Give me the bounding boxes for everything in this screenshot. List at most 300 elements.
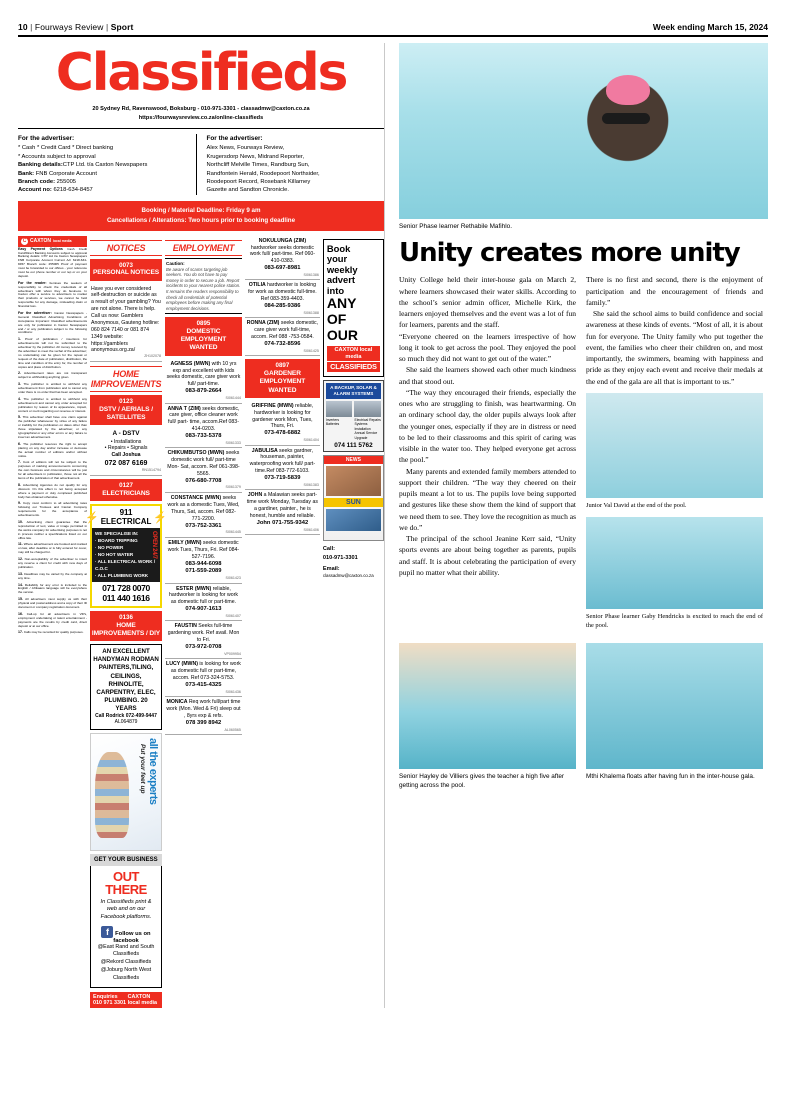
category-gardener-employment-wanted[interactable] <box>245 359 320 397</box>
terms-block <box>18 442 87 459</box>
ad-body-text: hardworker is looking for work as domestic full-time. Ref 083-359-4403. <box>248 282 317 303</box>
ad-advertiser-name: FAUSTIN <box>174 623 199 630</box>
caxton-badge <box>18 236 87 247</box>
employment-ads-list-continued <box>245 236 320 357</box>
bookad-line-4: into <box>326 284 345 296</box>
photo-cell-mthi <box>586 643 763 797</box>
ad-reference: ZH102078 <box>144 354 162 359</box>
classified-ad <box>165 359 242 404</box>
terms-block-heading: 11. <box>18 542 24 547</box>
promo-email-label: Email: <box>322 565 340 572</box>
bookad-of: OF <box>326 310 347 327</box>
terms-block-text: All advertisers must supply us with their physical and postal address and a copy of their ID document or company registration document. <box>18 597 88 609</box>
employment-caution-notice <box>165 258 242 315</box>
goggles-shape <box>602 113 650 124</box>
terms-block-text: Deadlines may be varied by the company at any time. <box>18 571 88 580</box>
ad-advertiser-name: MONICA <box>166 699 189 706</box>
ad-reference: SI061333 <box>225 440 241 445</box>
account-value: 6218-634-8457 <box>53 187 93 194</box>
terms-block-heading: 12. <box>18 557 25 562</box>
getbiz-body <box>90 866 162 988</box>
category-name: ELECTRICIANS <box>102 489 150 497</box>
divider <box>18 128 384 129</box>
article-headline: Unity creates more unity <box>399 237 740 268</box>
title-line-4: Roodepoort Record, Rosebank Killarney <box>206 179 311 186</box>
caption-mthi-khalema: Mthi Khalema floats after having fun in the inter-house gala. <box>586 772 755 780</box>
secad-col-a <box>326 401 353 440</box>
terms-block <box>18 501 87 518</box>
category-number: 0123 <box>119 397 133 405</box>
ad-reference: SI061436 <box>225 689 241 694</box>
paragraph-2: “Everyone cheered on the learners irrespective of how long it took to get across the pool. They enjoyed the pool so much they did not want to get out of the water.” <box>399 331 576 364</box>
terms-block-heading: For the reader: <box>18 280 50 285</box>
classified-ad <box>165 584 242 622</box>
ad-body-text: Req work full/part time work (Mon. Wed & Fri) sleep out , 8yrs exp & refs. <box>166 699 241 720</box>
terms-block <box>18 281 87 309</box>
ad-advertiser-name: ANNA T (ZIM) <box>167 405 203 412</box>
article-body <box>399 274 768 636</box>
ad-body-text: is looking for work as domestic full or part-time, accom. Ref 073-324-5753. <box>170 661 241 682</box>
classified-ad <box>165 493 242 538</box>
terms-block-text: Call-up for all advertisers in VIPs, employment undertaking or talent entertainment - payments are the results by credit card, direct deposit or at our office. <box>18 611 88 628</box>
ad-backup-solar-alarm[interactable] <box>323 380 384 452</box>
promo-email-value[interactable]: classadmw@caxton.co.za <box>322 573 374 579</box>
bookad-brand: CAXTON local media <box>327 346 380 361</box>
promo-header-icon: NEWS <box>324 456 383 464</box>
secad-col-b <box>354 401 381 440</box>
classifieds-grid <box>18 236 384 1008</box>
classified-ad <box>165 404 242 449</box>
advertiser-left-heading: For the advertiser: <box>18 135 75 143</box>
paragraph-6: The principal of the school Jeanine Kerr said, “Unity sports events are about being together as parents, pupils and staff. It is about celebrating the participation of every pupil no matter what their ability. <box>399 534 576 577</box>
terms-block-text: Cash Credit Card/Direct Banking Accounts subject to approval Banking details: CTP Ltd t/a Caxton Newspapers FNB Corporate Account Current A/c 6218-634-8457 Branch code: 255005 Proof of payment must be forwarded to our offices - your reference must be our phone number or our rep or on your deposit. <box>18 246 88 278</box>
ad-911-name: 911 ELECTRICAL <box>100 508 152 527</box>
ad-advertiser-name: JOHN <box>247 492 264 499</box>
terms-block-heading: 16. <box>18 611 27 616</box>
ad-reference: SI061425 <box>303 348 319 353</box>
banking-value: CTP Ltd. t/a Caxton Newspapers <box>62 162 148 169</box>
banking-details <box>18 161 188 169</box>
ad-body-text: seeks domestic work Tues, Thurs, Fri. Ref 084- 527-7196. <box>167 539 240 560</box>
terms-block-heading: 6. <box>18 441 24 446</box>
terms-block-heading: 9. <box>18 501 23 506</box>
ad-body-text: seeks domestic, care giver, office cleaner work full/ part- time, accom.Ref 083-414-0203. <box>168 405 240 433</box>
branch-value: 255005 <box>56 179 77 186</box>
category-number: 0897 <box>275 362 290 370</box>
caption-hayley-de-villiers: Senior Hayley de Villiers gives the teacher a high five after getting across the pool. <box>399 772 565 789</box>
ad-phone[interactable]: 073-478-6882 <box>264 430 301 437</box>
ad-get-your-business-out-there[interactable] <box>90 854 162 1008</box>
bookad-brand-sub: CLASSIFIEDS <box>327 362 380 372</box>
ad-phone[interactable]: 084-285-9386 <box>264 303 301 310</box>
terms-block-text: Itemises the seekers of responsibility to check the credentials of all advertisers with whom they do business. In Caxton offer a service to advertisers to market their products or services, we cannot be held responsible for any damage, misleading claim or financial loss. <box>18 280 88 309</box>
bookad-line-1: your <box>326 253 348 265</box>
ad-reference: SI061445 <box>225 530 241 535</box>
ad-phone[interactable]: 073-415-4325 <box>185 682 222 689</box>
classified-ad <box>245 446 320 491</box>
secad-item-2: Electrical Repairs <box>354 418 381 423</box>
service-item-3: · ALL ELECTRICAL WORK / C.O.C <box>95 558 156 571</box>
section-name: Sport <box>110 22 134 32</box>
lightning-bolt-icon-left: ⚡ <box>84 511 99 524</box>
ad-advertiser-name: RONNA (ZIM) <box>246 320 281 327</box>
ad-reference: SI061423 <box>225 575 241 580</box>
ad-reference: RN1514794 <box>141 468 162 473</box>
deadline-line-2: Cancellations / Alterations: Two hours prior to booking deadline <box>106 216 296 224</box>
service-item-2: · NO HOT WATER <box>95 551 134 557</box>
ad-text: Have you ever considered self-destruction or suicide as a result of your gambling? You are not alone. There is help. Call us now: Gamblers Anonymous, Gauteng hotline: 060 824 7140 or 081 874 1349 website: https://gamblers anonymous.org.za/ <box>91 285 161 354</box>
caption-junior-val-david: Junior Val David at the end of the pool. <box>586 501 687 509</box>
bookad-our: OUR <box>326 326 358 343</box>
ad-reference: SI061407 <box>225 613 241 618</box>
terms-block <box>18 597 87 610</box>
ad-body-text: with 10 yrs exp and excellent with kids seeks domestic, care giver work full/ part-time. <box>166 360 241 388</box>
promo-contact-block <box>323 545 384 580</box>
photo-cell-hayley <box>399 643 576 797</box>
handyman-call[interactable]: Call Rodrick 072-499-9447 <box>95 712 157 719</box>
ad-advertiser-name: CHIKUMBUTSO (MWN) <box>167 450 226 457</box>
terms-block-heading: Easy Payment Options <box>18 246 68 251</box>
classified-ad <box>245 401 320 446</box>
bookad-any: ANY <box>326 295 357 312</box>
ad-phone[interactable]: 074-732-8596 <box>264 340 301 347</box>
ad-advertiser-name: LUCY (MWN) <box>166 661 200 668</box>
category-name: PERSONAL NOTICES <box>92 269 160 277</box>
terms-block <box>18 415 87 439</box>
deadline-line-1: Booking / Material Deadline: Friday 9 am <box>141 206 261 214</box>
title-line-1: Krugersdorp News, Midrand Reporter, <box>206 153 305 160</box>
ad-advertiser-name: NOKULUNGA (ZIM) <box>258 237 307 244</box>
classifieds-address-line1: 20 Sydney Rd, Ravenswood, Boksburg - 010-971-3301 - classadmw@caxton.co.za <box>92 106 310 113</box>
title-line-0: Alex News, Fourways Review, <box>206 145 285 152</box>
getbiz-bar: GET YOUR BUSINESS <box>90 854 162 866</box>
product-swatch-icon <box>326 401 353 417</box>
terms-block-heading: 13. <box>18 571 25 576</box>
bookad-line-0: Book <box>326 242 351 254</box>
terms-block-heading: 10. <box>18 519 27 524</box>
ad-reference: SI061444 <box>225 395 241 400</box>
terms-block-heading: 5. <box>18 415 23 420</box>
category-name: DOMESTIC EMPLOYMENT WANTED <box>180 327 227 352</box>
ad-911-phone-1[interactable]: 071 728 0070 <box>102 583 150 594</box>
secad-item-0: Inverters <box>325 418 340 423</box>
terms-block <box>18 572 87 581</box>
gardener-ads-list <box>245 401 320 535</box>
secad-item-1: Batteries <box>325 422 340 427</box>
handyman-line-2: PAINTERS,TILING, <box>98 664 154 672</box>
category-name: HOME IMPROVEMENTS / DIY <box>91 621 161 638</box>
terms-block-heading: 3. <box>18 382 24 387</box>
deadline-banner <box>18 201 384 231</box>
terms-block-text: Advertising Agencies do not qualify for any discount. On this effect is not being accepted where a payment or duty completed published body has obtained otherwise. <box>18 482 88 499</box>
bookad-line-3: advert <box>326 274 355 286</box>
ad-phone[interactable]: 072 087 6169 <box>104 460 148 468</box>
category-dstv[interactable] <box>90 395 162 425</box>
photo-rethabile-mafihlo <box>399 43 768 219</box>
category-number: 0895 <box>196 320 211 328</box>
terms-block-heading: 4. <box>18 396 24 401</box>
ad-reference: SI061404 <box>303 437 319 442</box>
caxton-badge-label: CAXTON <box>30 238 52 245</box>
paragraph-1: Unity College held their inter-house gala on March 2, where learners showcased their water skills. According to the school’s senior admin officer, Michelle Kirk, the learners enjoyed themselves and the event was a lot of fun for learners, parents and the staff. <box>399 275 576 330</box>
product-swatch-icon <box>354 401 381 417</box>
terms-block-text: Reliability for any error is included to the English / Afrikaans language will be everywhere the version. <box>18 582 88 595</box>
ad-reference: AL064879 <box>114 719 138 726</box>
category-number: 0127 <box>119 482 133 490</box>
ad-handyman-rodman <box>90 644 162 730</box>
swim-cap-shape <box>606 75 650 105</box>
getbiz-handle-2[interactable]: @Joburg North West Classifieds <box>100 966 152 981</box>
masthead-left <box>18 22 133 32</box>
terms-block <box>18 612 87 629</box>
getbiz-handle-0[interactable]: @East Rand and South Classifieds <box>97 943 155 958</box>
ad-body-text: reliable, hardworker is looking for work as domestic full or part-time. <box>169 585 238 606</box>
section-heading-employment: EMPLOYMENT <box>165 240 242 256</box>
classified-ad <box>245 318 320 356</box>
classified-ad <box>165 697 242 735</box>
ad-phone[interactable]: 078 399 8942 <box>185 719 222 726</box>
getbiz-italic: In Classifieds print & web and on our Facebook platforms. <box>100 898 152 920</box>
ad-body-text: a Malawian seeks part-time work Monday, Tuesday as a gardiner, painter., he is honest, humble and reliable. <box>246 492 318 520</box>
ad-contact-name: Call Joshua <box>111 452 141 459</box>
ad-phone[interactable]: 083-879-2664 <box>185 388 222 395</box>
ad-phone[interactable]: 073-719-5839 <box>264 475 301 482</box>
ad-reference: VP009954 <box>224 651 241 656</box>
classifieds-column-notices <box>84 236 168 1008</box>
branch-label: Branch code: <box>18 179 56 186</box>
employment-ads-list <box>165 359 242 736</box>
terms-block <box>18 483 87 500</box>
ad-book-your-advert[interactable] <box>323 239 384 377</box>
promo-call-value[interactable]: 010-971-3301 <box>322 554 358 561</box>
advertiser-titles-info <box>196 134 385 195</box>
terms-block-heading: For the advertiser: <box>18 311 55 315</box>
photo-junior-val-david <box>586 393 763 498</box>
terms-block <box>18 382 87 395</box>
ad-911-phone-2[interactable]: 011 440 1616 <box>102 593 150 604</box>
ad-title: A - DSTV <box>112 430 140 438</box>
ad-reference: AL060565 <box>224 727 241 732</box>
account-row <box>18 186 188 194</box>
service-item-4: · ALL PLUMBING WORK <box>95 572 149 578</box>
secad-title: A BACKUP, SOLAR & ALARM SYSTEMS <box>326 383 381 399</box>
terms-block <box>18 311 87 335</box>
banking-label: Banking details: <box>18 162 63 169</box>
bank-value: FNB Corporate Account <box>35 170 97 177</box>
category-electricians[interactable] <box>90 479 162 501</box>
ad-phone[interactable]: 074-907-1613 <box>185 606 222 613</box>
payment-line-2: * Accounts subject to approval <box>18 153 96 160</box>
promo-call-label: Call: <box>322 546 335 553</box>
branch-row <box>18 178 188 186</box>
classifieds-column-employment-2 <box>245 236 320 1008</box>
terms-block <box>18 337 87 369</box>
terms-block <box>18 247 87 279</box>
terms-block-text: The publisher is entitled to withhold any advertisement and cancel any order accepted for publication by reason of its appearance, impact, content or merit regarding our revenue or interest. <box>18 396 88 413</box>
title-line-3: Randfontein Herald, Roodepoort Northsider, <box>206 170 320 177</box>
getbiz-enq-brand: CAXTON local media <box>127 993 157 1006</box>
ad-911-header <box>84 506 168 528</box>
ad-newspaper-promo[interactable] <box>323 455 384 541</box>
getbiz-enq-text: Enquiries 010 971 3301 <box>93 993 126 1006</box>
ad-911-spec-label: WE SPECIALISE IN: <box>95 531 139 537</box>
terms-block-text: Cost of editions will not be subject to the purposes of marking announcements concerning the own business and circumstances will be just for all advertisers in publication, those not all the items of the publication of that advertisement. <box>18 460 88 480</box>
advertiser-payment-info <box>18 134 196 195</box>
terms-block-heading: 1. <box>18 337 25 342</box>
ad-911-electrical <box>84 504 168 608</box>
ad-body-text: seeks work as a domestic Tues, Wed, Thurs, Sat, accom. Ref 082-771-2200. <box>167 495 240 522</box>
ad-all-the-experts[interactable] <box>90 733 162 851</box>
issue-date: Week ending March 15, 2024 <box>652 22 768 32</box>
category-domestic-employment-wanted[interactable] <box>165 317 242 355</box>
paragraph-5: Many parents and extended family members attended to support their children. “The way they cheered on their pupils meant a lot to us. The pupils love being supported and gestures like these show them the kind of support that we need them to see. They love the recognition as much as we do.” <box>399 466 576 532</box>
masthead-separator-1: | <box>30 22 33 32</box>
caption-gaby-hendricks: Senior Phase learner Gaby Hendricks is excited to reach the end of the pool. <box>586 612 763 629</box>
ad-phone[interactable]: John 071-755-9342 <box>256 519 309 526</box>
ad-advertiser-name: GRIFFINE (MWN) <box>251 402 296 409</box>
classifieds-address <box>18 105 384 122</box>
getbiz-headline: OUT THERE <box>105 868 147 897</box>
classified-ad <box>165 621 242 659</box>
getbiz-follow-label <box>95 926 157 944</box>
masthead-separator-2: | <box>105 22 109 32</box>
terms-block-text: Advertisement rates are not transparent subject to withholding anything given. <box>18 371 88 380</box>
classified-ad <box>165 659 242 697</box>
paragraph-8: She said the school aims to build confidence and social awareness at these kinds of events. “Most of all, it is about fun for everyone. The Unity family who put together the event, the families who cheer their children on, and most importantly, the swimmers, beaming with happiness and pride as they enjoy each event and receive their medals at the end of the gala are all that is important to us.” <box>586 309 763 386</box>
paragraph-7: There is no first and second, there is the enjoyment of participation and the encouragement of friends and family.” <box>586 275 763 307</box>
classifieds-column-promo <box>323 236 384 1008</box>
handyman-line-4: CARPENTRY, ELEC, <box>96 688 156 696</box>
service-item-1: · NO POWER <box>95 544 124 550</box>
category-number: 0136 <box>119 614 133 622</box>
ad-line-2: • Repairs • Signals <box>104 445 148 452</box>
advertiser-info-box <box>18 134 384 195</box>
article-photo-grid <box>399 643 768 797</box>
caution-text: Be aware of scams targeting job seekers. You do not have to pay money in order to secure a job. Report incidents to your nearest police station. It remains the readers responsibility to check all credentials of potential employees before making any final employment decisions. <box>166 266 241 311</box>
classifieds-column-terms <box>18 236 87 1008</box>
terms-block-text: Calls may be recorded for quality purposes. <box>23 630 84 635</box>
category-number: 0073 <box>119 261 133 269</box>
classifieds-address-line2[interactable]: https://fourwaysreview.co.za/online-classifieds <box>138 114 264 121</box>
getbiz-enquiries[interactable] <box>90 992 162 1008</box>
ad-body-text: seeks domestic, care giver work full-time, accom. Ref 088 -753-0584. <box>250 320 319 341</box>
handyman-line-1: HANDYMAN RODMAN <box>93 656 159 664</box>
photo-hayley-de-villiers <box>399 643 576 769</box>
ad-phone[interactable]: 073-972-0708 <box>185 644 222 651</box>
bookad-line-2: weekly <box>326 263 358 275</box>
secad-phone[interactable]: 074 111 5762 <box>334 442 373 450</box>
ad-body-text: Seeks full-time gardening work. Ref avail. Mon to Fri. <box>167 623 240 644</box>
page-body <box>18 43 768 1008</box>
terms-block-heading: 15. <box>18 597 26 602</box>
terms-block <box>18 557 87 570</box>
ad-reference: SI061386 <box>303 272 319 277</box>
terms-block <box>18 542 87 555</box>
caxton-badge-sub: local media <box>53 239 72 244</box>
category-name: GARDENER EMPLOYMENT WANTED <box>259 370 306 394</box>
ad-advertiser-name: EMILY (MWN) <box>168 539 203 546</box>
ad-reference: SI061388 <box>303 310 319 315</box>
article-column-1 <box>399 274 576 636</box>
payment-line-1: * Cash * Credit Card * Direct banking <box>18 145 114 152</box>
experts-vertical-text: all the experts <box>147 737 160 805</box>
account-label: Account no: <box>18 187 52 194</box>
classified-ad <box>245 490 320 535</box>
ad-body-text: hardworker seeks domestic work full/ part-time. Ref 060- 410-0383. <box>249 244 315 265</box>
terms-block-text: Copy must conform to all advertising rates following our Trustees and Caxton Company requirements for the acceptance of advertisements. <box>18 501 88 518</box>
promo-photo-2 <box>326 509 381 531</box>
bank-label: Bank: <box>18 170 35 177</box>
caution-title: Caution: <box>166 260 185 266</box>
ad-a-dstv <box>90 428 162 476</box>
lightning-bolt-icon-right: ⚡ <box>153 511 168 524</box>
secad-columns <box>326 401 381 440</box>
caption-rethabile: Senior Phase learner Rethabile Mafihlo. <box>399 223 512 230</box>
terms-block <box>18 460 87 480</box>
ad-phone[interactable]: 083-733-5378 <box>185 432 222 439</box>
ad-line-1: • Installations <box>110 438 142 445</box>
terms-block <box>18 397 87 414</box>
terms-and-conditions <box>18 247 87 636</box>
paragraph-4: “The way they encouraged their friends, especially the ones who are struggling to finish, was heartwarming. On an ordinary school day, the older pupils always look after the younger ones, especially if they are in distress or need to be led to their classrooms and this spirit of caring was visible in the water too. They helped everyone get across the pool.” <box>399 387 576 465</box>
secad-item-3: Systems Installation <box>354 422 371 431</box>
getbiz-follow-text: Follow us on facebook <box>113 930 151 944</box>
article-section <box>384 43 768 1008</box>
ad-911-services <box>92 528 160 582</box>
category-personal-notices[interactable] <box>90 259 162 281</box>
ad-gamblers-anonymous <box>90 284 162 362</box>
category-name: DSTV / AERIALS / SATELLITES <box>99 405 153 421</box>
facebook-icon[interactable]: f <box>101 926 113 938</box>
page-number: 10 <box>18 22 28 32</box>
ad-advertiser-name: JABULISA <box>251 447 279 454</box>
bank-row <box>18 170 188 178</box>
terms-block-text: Where advertisement are booked and marked on law, after deadline or is fully entered for cover, may still be charged for. <box>18 542 88 555</box>
section-heading-home-improvements: HOME IMPROVEMENTS <box>90 366 162 392</box>
ad-phone-secondary[interactable]: 071-559-2089 <box>185 568 222 575</box>
category-home-improvements-diy[interactable] <box>90 611 162 641</box>
handyman-line-3: CEILINGS, RHINOLITE, <box>108 672 144 688</box>
ad-body-text: seeks domestic work full/ part-time Mon- Sat, accom. Ref 061-398-5565. <box>167 450 240 477</box>
paragraph-3: She said the learners showed each other much kindness and that stood out. <box>399 365 576 386</box>
classifieds-column-employment <box>165 236 242 1008</box>
ad-phone[interactable]: 073-752-3361 <box>185 522 222 529</box>
getbiz-handle-1[interactable]: @Rekord Classifieds <box>100 959 152 966</box>
ad-911-phones[interactable] <box>92 582 160 606</box>
ad-phone[interactable]: 076-680-7708 <box>185 477 222 484</box>
open-24-7-label: OPEN 24/7 <box>151 531 158 559</box>
ad-reference: SI061379 <box>225 485 241 490</box>
caxton-circle-icon: C <box>22 237 27 244</box>
terms-block-text: The publisher reserves the right to accept placing on any day and/or increase or decrease the actual number of editions and/or without notice. <box>18 441 88 458</box>
experts-illustration <box>95 752 129 838</box>
ad-phone[interactable]: 083-944-6098 <box>185 560 222 567</box>
classifieds-title: Classifieds <box>55 43 347 103</box>
terms-block-text: Proof of publication / insertions for advertisements will not be submitted to the advertiser by the publisher. All money received by the advertiser to meet the verbal of the advertiser; no undertaking can be given for the repeat or request of the date of publication, distribution, the time and condition of the entry for, the number of copies and place of distribution. <box>18 337 88 369</box>
terms-block <box>18 520 87 540</box>
publication-name: Fourways Review <box>34 22 104 32</box>
terms-block-text: The publisher is entitled to withhold any advertisement from publication and to cancel any order there is no order that has been accepted. <box>18 382 88 395</box>
classified-ad <box>245 236 320 281</box>
classified-ad <box>165 448 242 493</box>
terms-block-heading: 17. <box>18 630 24 635</box>
promo-photo-1 <box>326 466 381 496</box>
terms-block-heading: 8. <box>18 482 23 487</box>
terms-block-text: This advertiser shall have one claim against the publisher whatsoever by virtue of any failure or inability for the publication on dates other than those stipulated by the advertiser, or any typographical or any other errors or any failure to insert an advertisement. <box>18 415 88 439</box>
terms-block-text: Caxton Newspapers - General Classified Advertising Conditions of Acceptance Important: Classified advertisements are only for publication in Caxton Newspapers and / or any publication subject to the following conditions: <box>18 311 88 335</box>
ad-phone[interactable]: 083-697-8981 <box>264 265 301 272</box>
photo-gaby-hendricks <box>586 517 763 609</box>
